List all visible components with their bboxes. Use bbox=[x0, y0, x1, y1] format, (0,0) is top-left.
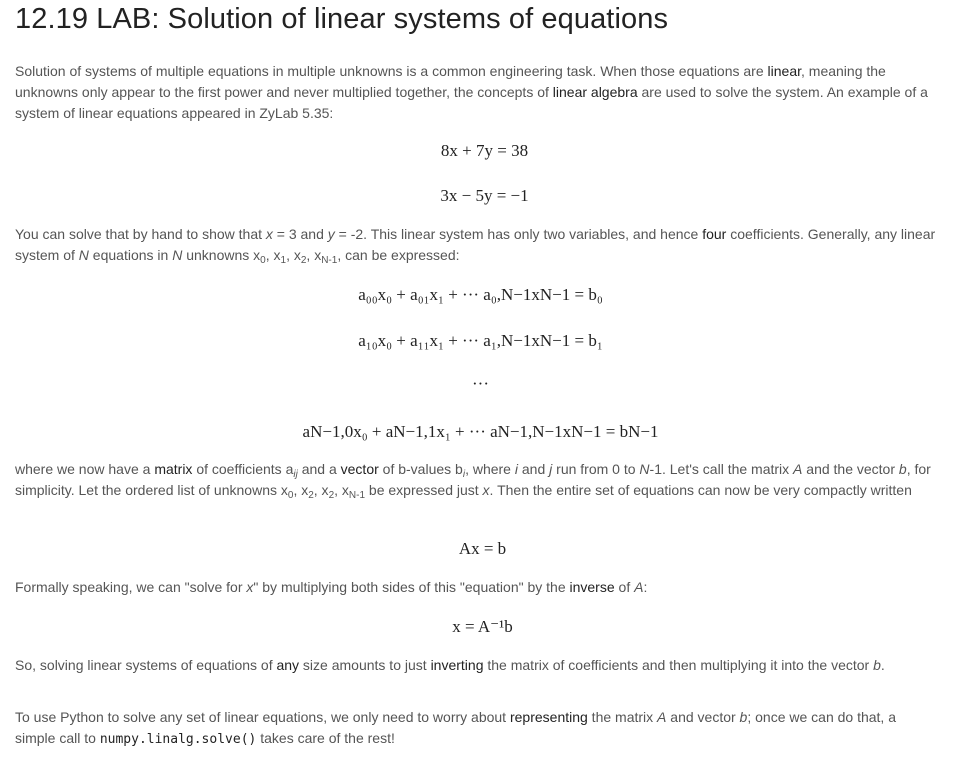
general-equation-1: a₀₀x₀ + a₀₁x₁ + ··· a₀,N−1xN−1 = b₀ bbox=[358, 285, 603, 304]
p4-text-1: Formally speaking, we can "solve for bbox=[15, 579, 247, 595]
p5-text-2: size amounts to just bbox=[299, 657, 431, 673]
page-title: 12.19 LAB: Solution of linear systems of equations bbox=[15, 3, 669, 35]
p3-text-7: run from 0 to bbox=[552, 461, 640, 477]
p3-text-8: -1. Let's call the matrix bbox=[649, 461, 794, 477]
p3-sub-i: i bbox=[462, 469, 466, 480]
p2-text-5: equations in bbox=[88, 247, 173, 263]
term-inverse: inverse bbox=[569, 579, 615, 595]
p3-var-b: b bbox=[898, 461, 907, 477]
p4-text-3: of bbox=[614, 579, 635, 595]
p2-text-1: You can solve that by hand to show that bbox=[15, 226, 266, 242]
p6-text-1: To use Python to solve any set of linear equations, we only need to worry about bbox=[15, 709, 510, 725]
p2-text-4: coefficients. Generally, any linear system of bbox=[15, 226, 936, 263]
p6-var-a: A bbox=[657, 709, 667, 725]
term-matrix: matrix bbox=[154, 461, 193, 477]
p6-text-5: takes care of the rest! bbox=[256, 730, 395, 746]
p3-sub-ij: ij bbox=[293, 469, 298, 480]
p3-text-11: , x bbox=[293, 482, 309, 498]
p2-var-n1: N bbox=[78, 247, 89, 263]
p2-text-2: = 3 and bbox=[272, 226, 328, 242]
p5-text-3: the matrix of coefficients and then multiplying it into the vector bbox=[483, 657, 874, 673]
p2-sub-2: 2 bbox=[300, 255, 307, 266]
p2-var-x: x bbox=[265, 226, 273, 242]
term-any: any bbox=[276, 657, 300, 673]
p5-text-1: So, solving linear systems of equations of bbox=[15, 657, 277, 673]
p3-text-12: , x bbox=[313, 482, 329, 498]
term-vector: vector bbox=[340, 461, 379, 477]
p3-text-10: , for simplicity. Let the ordered list of unknowns x bbox=[15, 461, 931, 498]
p6-text-3: and vector bbox=[666, 709, 740, 725]
term-linear-algebra: linear algebra bbox=[552, 84, 638, 100]
p4-text-4: : bbox=[643, 579, 648, 595]
p3-var-i: i bbox=[514, 461, 518, 477]
p2-sub-n: N-1 bbox=[321, 255, 338, 266]
p3-text-5: , where bbox=[465, 461, 515, 477]
p3-text-4: of b-values b bbox=[378, 461, 463, 477]
term-representing: representing bbox=[509, 709, 588, 725]
equation-2: 3x − 5y = −1 bbox=[440, 186, 529, 205]
numpy-solve-code: numpy.linalg.solve() bbox=[99, 732, 257, 747]
intro-text-1: Solution of systems of multiple equations in multiple unknowns is a common engineering task. When those equations are bbox=[15, 63, 768, 79]
p4-text-2: " by multiplying both sides of this "equation" by the bbox=[253, 579, 570, 595]
p4-var-a: A bbox=[634, 579, 644, 595]
intro-text-2: , meaning the unknowns only appear to the first power and never multiplied together, the concepts of bbox=[15, 63, 886, 100]
p3-var-j: j bbox=[549, 461, 553, 477]
p3-text-6: and bbox=[518, 461, 550, 477]
intro-paragraph bbox=[15, 61, 940, 124]
summary-paragraph bbox=[15, 655, 940, 676]
p3-text-14: be expressed just bbox=[365, 482, 483, 498]
p3-text-2: of coefficients a bbox=[192, 461, 294, 477]
p3-sub-1: 2 bbox=[308, 490, 314, 501]
p6-var-b: b bbox=[739, 709, 748, 725]
term-inverting: inverting bbox=[430, 657, 484, 673]
p3-text-15: . Then the entire set of equations can now be very compactly written bbox=[489, 482, 912, 498]
p2-text-6: unknowns x bbox=[182, 247, 261, 263]
inverse-paragraph bbox=[15, 577, 940, 598]
p3-var-n: N bbox=[639, 461, 650, 477]
general-equation-last: aN−1,0x₀ + aN−1,1x₁ + ··· aN−1,N−1xN−1 = bN−1 bbox=[302, 422, 659, 441]
general-form-paragraph bbox=[15, 224, 940, 266]
p3-text-9: and the vector bbox=[802, 461, 899, 477]
equation-1: 8x + 7y = 38 bbox=[440, 141, 529, 160]
p3-sub-0: 0 bbox=[287, 490, 294, 501]
p3-sub-n: N-1 bbox=[348, 490, 366, 501]
p6-text-2: the matrix bbox=[587, 709, 658, 725]
p3-text-1: where we now have a bbox=[15, 461, 155, 477]
p3-text-13: , x bbox=[334, 482, 349, 498]
intro-text-3: are used to solve the system. An example of a system of linear equations appeared in ZyLab 5.35: bbox=[15, 84, 928, 121]
p2-sub-0: 0 bbox=[260, 255, 266, 266]
p2-text-10: , can be expressed: bbox=[337, 247, 460, 263]
p2-var-y: y bbox=[327, 226, 335, 242]
p3-var-x: x bbox=[482, 482, 490, 498]
p2-text-3: = -2. This linear system has only two variables, and hence bbox=[334, 226, 703, 242]
compact-equation: Ax = b bbox=[458, 539, 507, 558]
matrix-paragraph bbox=[15, 459, 940, 501]
p2-var-n2: N bbox=[172, 247, 183, 263]
term-four: four bbox=[702, 226, 727, 242]
python-paragraph bbox=[15, 707, 940, 750]
p5-text-4: . bbox=[880, 657, 885, 673]
ellipsis: ··· bbox=[472, 374, 489, 393]
inverse-equation: x = A⁻¹b bbox=[452, 617, 513, 636]
general-equation-2: a₁₀x₀ + a₁₁x₁ + ··· a₁,N−1xN−1 = b₁ bbox=[358, 331, 603, 350]
p4-var-x: x bbox=[246, 579, 254, 595]
p2-sub-1: 1 bbox=[280, 255, 287, 266]
p3-text-3: and a bbox=[297, 461, 341, 477]
p2-text-8: , x bbox=[286, 247, 301, 263]
p3-sub-2: 2 bbox=[328, 490, 335, 501]
p2-text-9: , x bbox=[306, 247, 322, 263]
p5-var-b: b bbox=[873, 657, 881, 673]
term-linear: linear bbox=[767, 63, 801, 79]
p6-text-4: ; once we can do that, a simple call to bbox=[15, 709, 896, 746]
p3-var-a: A bbox=[793, 461, 803, 477]
p2-text-7: , x bbox=[265, 247, 281, 263]
